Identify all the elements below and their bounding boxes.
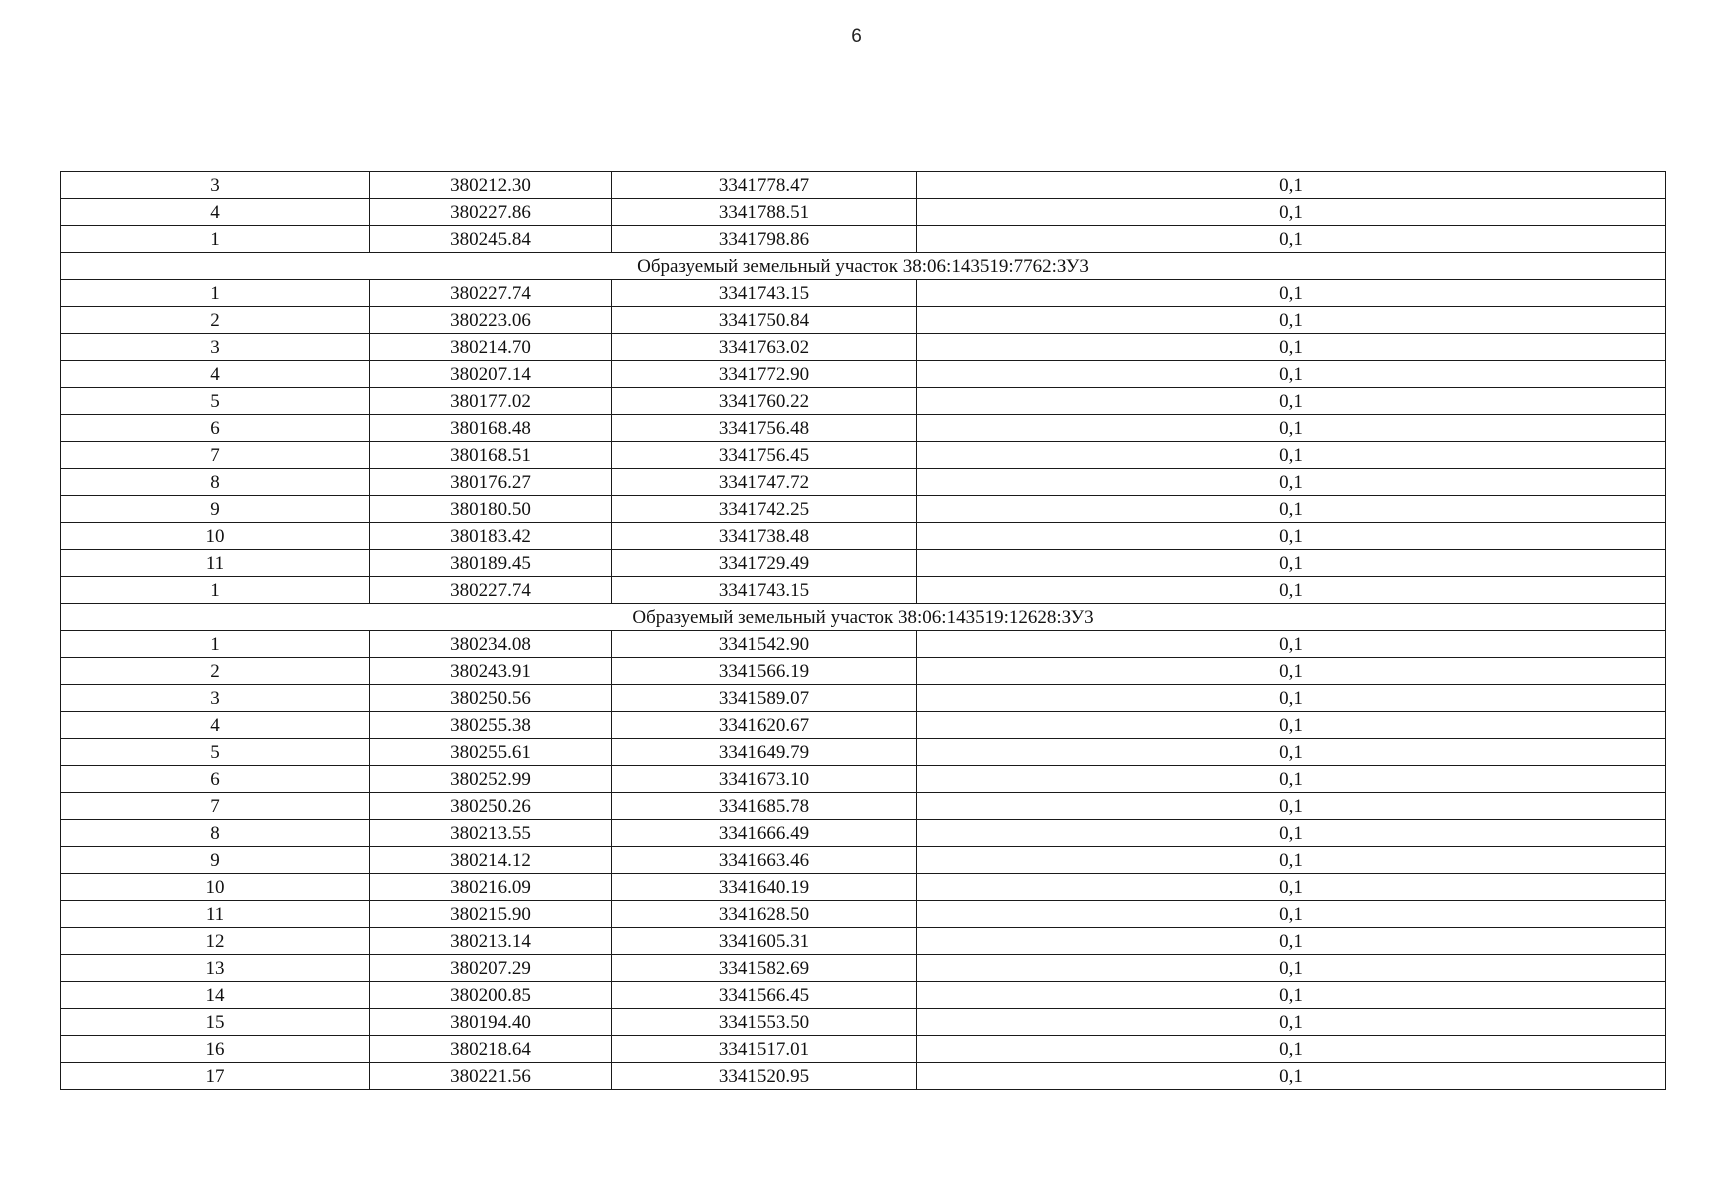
y-coordinate-cell: 3341673.10 <box>612 766 917 793</box>
x-coordinate-cell: 380180.50 <box>370 496 612 523</box>
table-row <box>61 982 1666 1009</box>
point-number-cell: 10 <box>61 523 370 550</box>
table-row <box>61 307 1666 334</box>
table-row <box>61 874 1666 901</box>
x-coordinate-cell: 380245.84 <box>370 226 612 253</box>
y-coordinate-cell: 3341778.47 <box>612 172 917 199</box>
y-coordinate-cell: 3341756.45 <box>612 442 917 469</box>
y-coordinate-cell: 3341743.15 <box>612 280 917 307</box>
table-row <box>61 793 1666 820</box>
point-number-cell: 5 <box>61 388 370 415</box>
table-row <box>61 280 1666 307</box>
table-row <box>61 469 1666 496</box>
accuracy-cell: 0,1 <box>917 955 1666 982</box>
y-coordinate-cell: 3341517.01 <box>612 1036 917 1063</box>
y-coordinate-cell: 3341589.07 <box>612 685 917 712</box>
accuracy-cell: 0,1 <box>917 766 1666 793</box>
table-row <box>61 1063 1666 1090</box>
point-number-cell: 4 <box>61 199 370 226</box>
x-coordinate-cell: 380243.91 <box>370 658 612 685</box>
x-coordinate-cell: 380221.56 <box>370 1063 612 1090</box>
y-coordinate-cell: 3341605.31 <box>612 928 917 955</box>
x-coordinate-cell: 380214.12 <box>370 847 612 874</box>
y-coordinate-cell: 3341743.15 <box>612 577 917 604</box>
point-number-cell: 1 <box>61 577 370 604</box>
table-row <box>61 226 1666 253</box>
accuracy-cell: 0,1 <box>917 226 1666 253</box>
point-number-cell: 3 <box>61 172 370 199</box>
y-coordinate-cell: 3341747.72 <box>612 469 917 496</box>
x-coordinate-cell: 380227.74 <box>370 280 612 307</box>
table-row <box>61 712 1666 739</box>
y-coordinate-cell: 3341566.19 <box>612 658 917 685</box>
point-number-cell: 4 <box>61 361 370 388</box>
point-number-cell: 6 <box>61 766 370 793</box>
table-row <box>61 766 1666 793</box>
x-coordinate-cell: 380212.30 <box>370 172 612 199</box>
accuracy-cell: 0,1 <box>917 469 1666 496</box>
x-coordinate-cell: 380200.85 <box>370 982 612 1009</box>
point-number-cell: 3 <box>61 685 370 712</box>
table-row <box>61 901 1666 928</box>
x-coordinate-cell: 380250.56 <box>370 685 612 712</box>
x-coordinate-cell: 380252.99 <box>370 766 612 793</box>
point-number-cell: 6 <box>61 415 370 442</box>
section-title: Образуемый земельный участок 38:06:143519:7762:ЗУ3 <box>61 253 1666 280</box>
accuracy-cell: 0,1 <box>917 739 1666 766</box>
point-number-cell: 7 <box>61 442 370 469</box>
table-row <box>61 1009 1666 1036</box>
y-coordinate-cell: 3341685.78 <box>612 793 917 820</box>
x-coordinate-cell: 380215.90 <box>370 901 612 928</box>
point-number-cell: 4 <box>61 712 370 739</box>
accuracy-cell: 0,1 <box>917 577 1666 604</box>
accuracy-cell: 0,1 <box>917 982 1666 1009</box>
y-coordinate-cell: 3341763.02 <box>612 334 917 361</box>
y-coordinate-cell: 3341760.22 <box>612 388 917 415</box>
y-coordinate-cell: 3341620.67 <box>612 712 917 739</box>
table-row <box>61 523 1666 550</box>
table-row <box>61 388 1666 415</box>
y-coordinate-cell: 3341798.86 <box>612 226 917 253</box>
accuracy-cell: 0,1 <box>917 1063 1666 1090</box>
point-number-cell: 2 <box>61 658 370 685</box>
accuracy-cell: 0,1 <box>917 523 1666 550</box>
table-row <box>61 955 1666 982</box>
accuracy-cell: 0,1 <box>917 793 1666 820</box>
x-coordinate-cell: 380207.29 <box>370 955 612 982</box>
y-coordinate-cell: 3341520.95 <box>612 1063 917 1090</box>
x-coordinate-cell: 380255.38 <box>370 712 612 739</box>
point-number-cell: 3 <box>61 334 370 361</box>
x-coordinate-cell: 380218.64 <box>370 1036 612 1063</box>
x-coordinate-cell: 380189.45 <box>370 550 612 577</box>
table-row <box>61 577 1666 604</box>
table-row <box>61 334 1666 361</box>
table-row <box>61 172 1666 199</box>
y-coordinate-cell: 3341750.84 <box>612 307 917 334</box>
point-number-cell: 5 <box>61 739 370 766</box>
point-number-cell: 1 <box>61 631 370 658</box>
page-number: 6 <box>851 26 862 47</box>
accuracy-cell: 0,1 <box>917 901 1666 928</box>
y-coordinate-cell: 3341788.51 <box>612 199 917 226</box>
x-coordinate-cell: 380207.14 <box>370 361 612 388</box>
y-coordinate-cell: 3341628.50 <box>612 901 917 928</box>
point-number-cell: 11 <box>61 550 370 577</box>
y-coordinate-cell: 3341649.79 <box>612 739 917 766</box>
accuracy-cell: 0,1 <box>917 631 1666 658</box>
point-number-cell: 16 <box>61 1036 370 1063</box>
table-row <box>61 658 1666 685</box>
point-number-cell: 9 <box>61 496 370 523</box>
accuracy-cell: 0,1 <box>917 712 1666 739</box>
x-coordinate-cell: 380168.48 <box>370 415 612 442</box>
accuracy-cell: 0,1 <box>917 820 1666 847</box>
coordinates-table-body <box>61 172 1666 1090</box>
accuracy-cell: 0,1 <box>917 685 1666 712</box>
accuracy-cell: 0,1 <box>917 280 1666 307</box>
accuracy-cell: 0,1 <box>917 307 1666 334</box>
x-coordinate-cell: 380183.42 <box>370 523 612 550</box>
x-coordinate-cell: 380214.70 <box>370 334 612 361</box>
accuracy-cell: 0,1 <box>917 415 1666 442</box>
table-row <box>61 496 1666 523</box>
point-number-cell: 11 <box>61 901 370 928</box>
table-row <box>61 199 1666 226</box>
y-coordinate-cell: 3341640.19 <box>612 874 917 901</box>
table-row <box>61 361 1666 388</box>
point-number-cell: 9 <box>61 847 370 874</box>
point-number-cell: 12 <box>61 928 370 955</box>
y-coordinate-cell: 3341666.49 <box>612 820 917 847</box>
point-number-cell: 2 <box>61 307 370 334</box>
table-row <box>61 820 1666 847</box>
point-number-cell: 8 <box>61 820 370 847</box>
y-coordinate-cell: 3341729.49 <box>612 550 917 577</box>
accuracy-cell: 0,1 <box>917 388 1666 415</box>
accuracy-cell: 0,1 <box>917 334 1666 361</box>
accuracy-cell: 0,1 <box>917 1036 1666 1063</box>
section-header-row <box>61 253 1666 280</box>
point-number-cell: 1 <box>61 226 370 253</box>
point-number-cell: 13 <box>61 955 370 982</box>
coordinates-table <box>60 171 1666 1090</box>
table-row <box>61 928 1666 955</box>
accuracy-cell: 0,1 <box>917 199 1666 226</box>
y-coordinate-cell: 3341582.69 <box>612 955 917 982</box>
y-coordinate-cell: 3341772.90 <box>612 361 917 388</box>
x-coordinate-cell: 380227.74 <box>370 577 612 604</box>
point-number-cell: 15 <box>61 1009 370 1036</box>
table-row <box>61 847 1666 874</box>
accuracy-cell: 0,1 <box>917 928 1666 955</box>
x-coordinate-cell: 380255.61 <box>370 739 612 766</box>
accuracy-cell: 0,1 <box>917 658 1666 685</box>
x-coordinate-cell: 380176.27 <box>370 469 612 496</box>
table-row <box>61 685 1666 712</box>
x-coordinate-cell: 380168.51 <box>370 442 612 469</box>
table-row <box>61 442 1666 469</box>
y-coordinate-cell: 3341663.46 <box>612 847 917 874</box>
section-header-row <box>61 604 1666 631</box>
y-coordinate-cell: 3341553.50 <box>612 1009 917 1036</box>
point-number-cell: 7 <box>61 793 370 820</box>
accuracy-cell: 0,1 <box>917 496 1666 523</box>
table-row <box>61 631 1666 658</box>
accuracy-cell: 0,1 <box>917 361 1666 388</box>
table-row <box>61 415 1666 442</box>
y-coordinate-cell: 3341542.90 <box>612 631 917 658</box>
table-row <box>61 550 1666 577</box>
section-title: Образуемый земельный участок 38:06:143519:12628:ЗУ3 <box>61 604 1666 631</box>
x-coordinate-cell: 380250.26 <box>370 793 612 820</box>
x-coordinate-cell: 380234.08 <box>370 631 612 658</box>
x-coordinate-cell: 380213.55 <box>370 820 612 847</box>
x-coordinate-cell: 380194.40 <box>370 1009 612 1036</box>
x-coordinate-cell: 380177.02 <box>370 388 612 415</box>
table-row <box>61 1036 1666 1063</box>
x-coordinate-cell: 380227.86 <box>370 199 612 226</box>
x-coordinate-cell: 380216.09 <box>370 874 612 901</box>
point-number-cell: 14 <box>61 982 370 1009</box>
accuracy-cell: 0,1 <box>917 550 1666 577</box>
point-number-cell: 8 <box>61 469 370 496</box>
y-coordinate-cell: 3341742.25 <box>612 496 917 523</box>
x-coordinate-cell: 380213.14 <box>370 928 612 955</box>
y-coordinate-cell: 3341756.48 <box>612 415 917 442</box>
x-coordinate-cell: 380223.06 <box>370 307 612 334</box>
accuracy-cell: 0,1 <box>917 1009 1666 1036</box>
accuracy-cell: 0,1 <box>917 172 1666 199</box>
accuracy-cell: 0,1 <box>917 874 1666 901</box>
y-coordinate-cell: 3341738.48 <box>612 523 917 550</box>
y-coordinate-cell: 3341566.45 <box>612 982 917 1009</box>
point-number-cell: 17 <box>61 1063 370 1090</box>
accuracy-cell: 0,1 <box>917 442 1666 469</box>
point-number-cell: 1 <box>61 280 370 307</box>
point-number-cell: 10 <box>61 874 370 901</box>
table-row <box>61 739 1666 766</box>
accuracy-cell: 0,1 <box>917 847 1666 874</box>
